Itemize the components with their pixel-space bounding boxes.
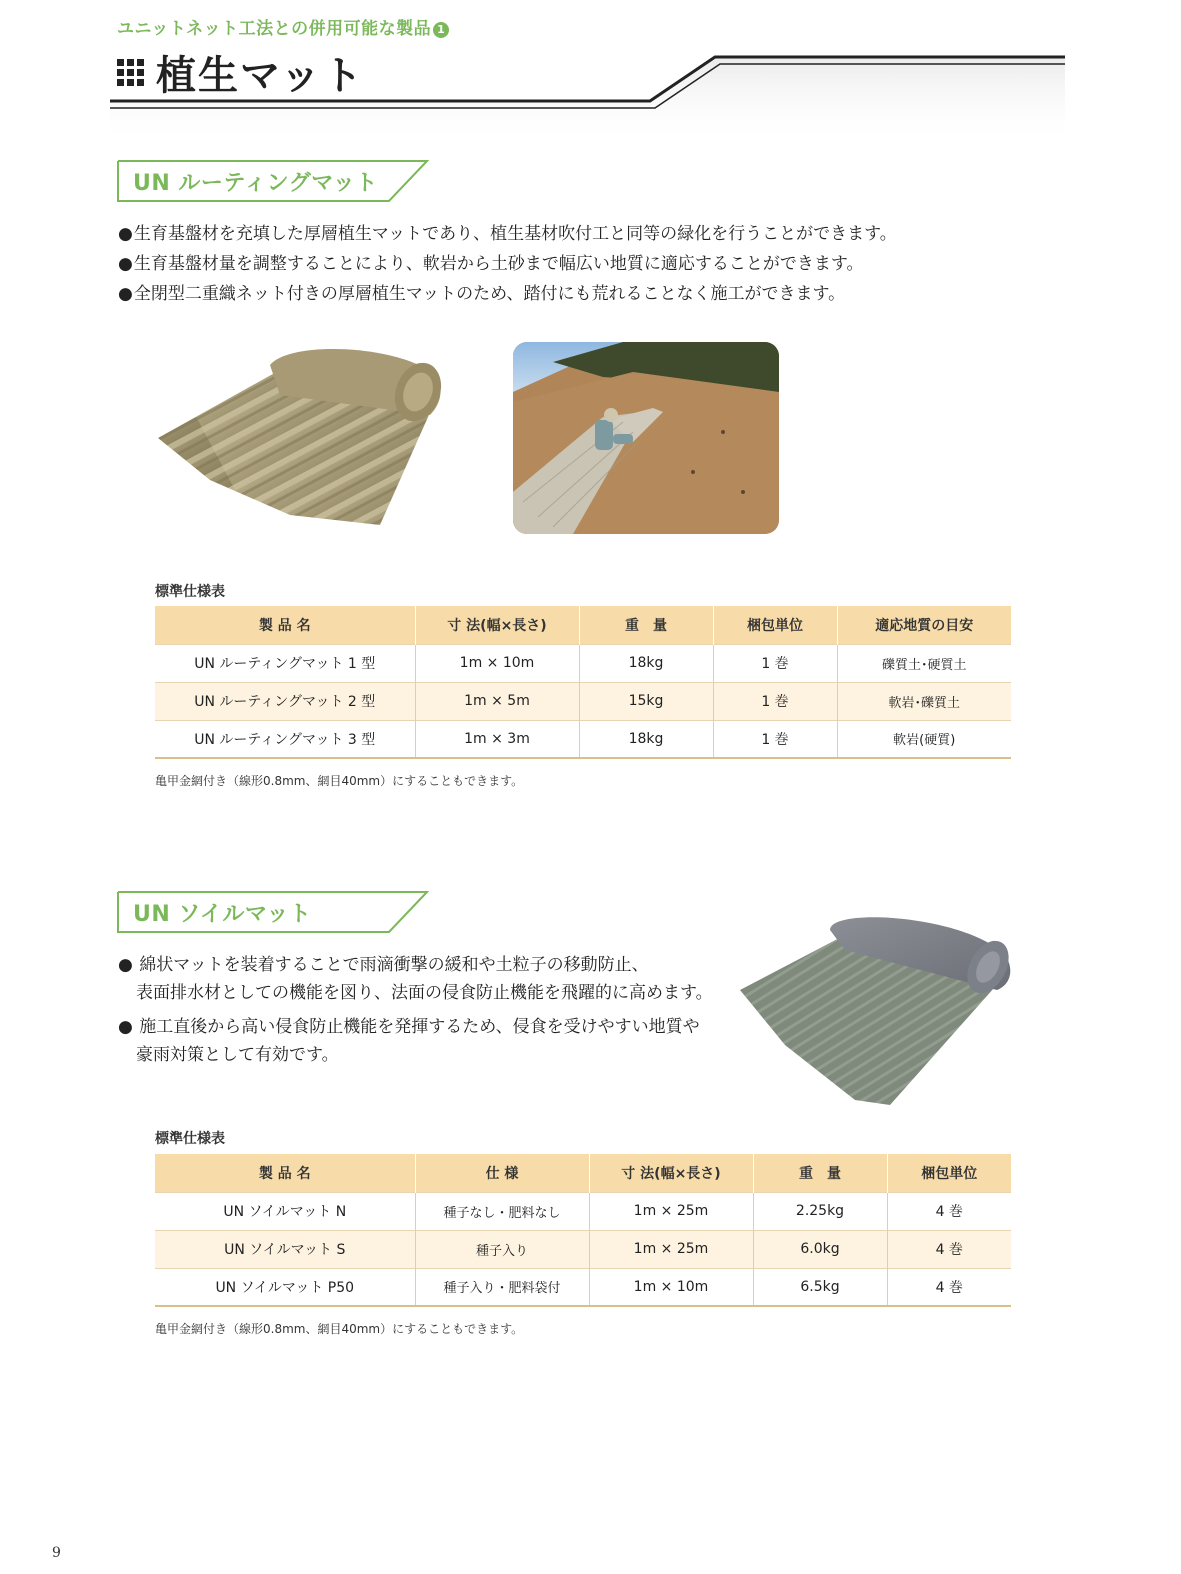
table-cell: 6.0kg xyxy=(753,1230,887,1268)
feature-item: ● 施工直後から高い侵食防止機能を発揮するため、侵食を受けやすい地質や 豪雨対策として有効です。 xyxy=(118,1013,713,1069)
table-cell: 種子なし・肥料なし xyxy=(415,1192,589,1230)
table-cell: 種子入り xyxy=(415,1230,589,1268)
table-cell: 4 巻 xyxy=(887,1268,1011,1306)
table-cell: UN ルーティングマット 2 型 xyxy=(155,682,415,720)
table-cell: UN ルーティングマット 3 型 xyxy=(155,720,415,758)
column-header: 製 品 名 xyxy=(155,1154,415,1192)
feature-item: ● 綿状マットを装着することで雨滴衝撃の緩和や土粒子の移動防止、 表面排水材としての機能を図り、法面の侵食防止機能を飛躍的に高めます。 xyxy=(118,951,713,1007)
table-cell: 1m × 25m xyxy=(589,1230,753,1268)
table-cell: UN ソイルマット S xyxy=(155,1230,415,1268)
table-cell: 軟岩･礫質土 xyxy=(837,682,1011,720)
feature-list xyxy=(118,951,713,1069)
table-note: 亀甲金網付き（線形0.8mm、網目40mm）にすることもできます。 xyxy=(155,774,524,788)
soil-mat-roll-photo xyxy=(735,895,1015,1110)
table-cell: 1 巻 xyxy=(713,682,837,720)
section-tag-soil-mat xyxy=(117,891,429,933)
routing-mat-roll-photo xyxy=(150,330,450,530)
table-cell: 軟岩(硬質) xyxy=(837,720,1011,758)
spec-table-label: 標準仕様表 xyxy=(155,1131,225,1147)
header-decoration-lines xyxy=(110,50,1065,145)
column-header: 製 品 名 xyxy=(155,606,415,644)
table-row xyxy=(155,1268,1011,1306)
table-cell: UN ソイルマット N xyxy=(155,1192,415,1230)
table-row xyxy=(155,720,1011,758)
column-header: 寸 法(幅×長さ) xyxy=(415,606,579,644)
feature-item: ● 生育基盤材量を調整することにより、軟岩から土砂まで幅広い地質に適応することができます。 xyxy=(118,249,897,279)
table-cell: 1m × 10m xyxy=(415,644,579,682)
table-row xyxy=(155,1230,1011,1268)
table-cell: 1 巻 xyxy=(713,644,837,682)
table-cell: UN ルーティングマット 1 型 xyxy=(155,644,415,682)
section-title: UN ルーティングマット xyxy=(133,171,378,196)
column-header: 重 量 xyxy=(753,1154,887,1192)
feature-list xyxy=(118,219,897,309)
column-header: 寸 法(幅×長さ) xyxy=(589,1154,753,1192)
page-subtitle: ユニットネット工法との併用可能な製品 1 xyxy=(117,14,449,39)
section-title: UN ソイルマット xyxy=(133,902,312,927)
table-cell: 6.5kg xyxy=(753,1268,887,1306)
table-cell: 15kg xyxy=(579,682,713,720)
table-header-row xyxy=(155,1154,1011,1192)
table-cell: 1m × 3m xyxy=(415,720,579,758)
table-note: 亀甲金網付き（線形0.8mm、網目40mm）にすることもできます。 xyxy=(155,1322,524,1336)
construction-site-photo xyxy=(513,342,779,534)
page-number: 9 xyxy=(52,1545,61,1561)
table-row xyxy=(155,1192,1011,1230)
table-cell: 1m × 25m xyxy=(589,1192,753,1230)
column-header: 重 量 xyxy=(579,606,713,644)
table-cell: 2.25kg xyxy=(753,1192,887,1230)
column-header: 梱包単位 xyxy=(713,606,837,644)
table-header-row xyxy=(155,606,1011,644)
column-header: 適応地質の目安 xyxy=(837,606,1011,644)
table-cell: 18kg xyxy=(579,644,713,682)
feature-item: ● 全閉型二重織ネット付きの厚層植生マットのため、踏付にも荒れることなく施工ができます。 xyxy=(118,279,897,309)
table-cell: 1m × 5m xyxy=(415,682,579,720)
table-row xyxy=(155,644,1011,682)
table-cell: 4 巻 xyxy=(887,1230,1011,1268)
soil-mat-spec-table xyxy=(155,1154,1011,1307)
table-cell: 礫質土･硬質土 xyxy=(837,644,1011,682)
table-cell: 1m × 10m xyxy=(589,1268,753,1306)
column-header: 梱包単位 xyxy=(887,1154,1011,1192)
table-cell: 18kg xyxy=(579,720,713,758)
section-tag-routing-mat xyxy=(117,160,429,202)
page-title: 植生マット xyxy=(156,53,365,99)
number-badge: 1 xyxy=(433,22,449,38)
table-cell: 4 巻 xyxy=(887,1192,1011,1230)
spec-table-label: 標準仕様表 xyxy=(155,584,225,600)
routing-mat-spec-table xyxy=(155,606,1011,759)
column-header: 仕 様 xyxy=(415,1154,589,1192)
table-cell: 1 巻 xyxy=(713,720,837,758)
table-cell: 種子入り・肥料袋付 xyxy=(415,1268,589,1306)
table-cell: UN ソイルマット P50 xyxy=(155,1268,415,1306)
table-row xyxy=(155,682,1011,720)
feature-item: ● 生育基盤材を充填した厚層植生マットであり、植生基材吹付工と同等の緑化を行うことができます。 xyxy=(118,219,897,249)
